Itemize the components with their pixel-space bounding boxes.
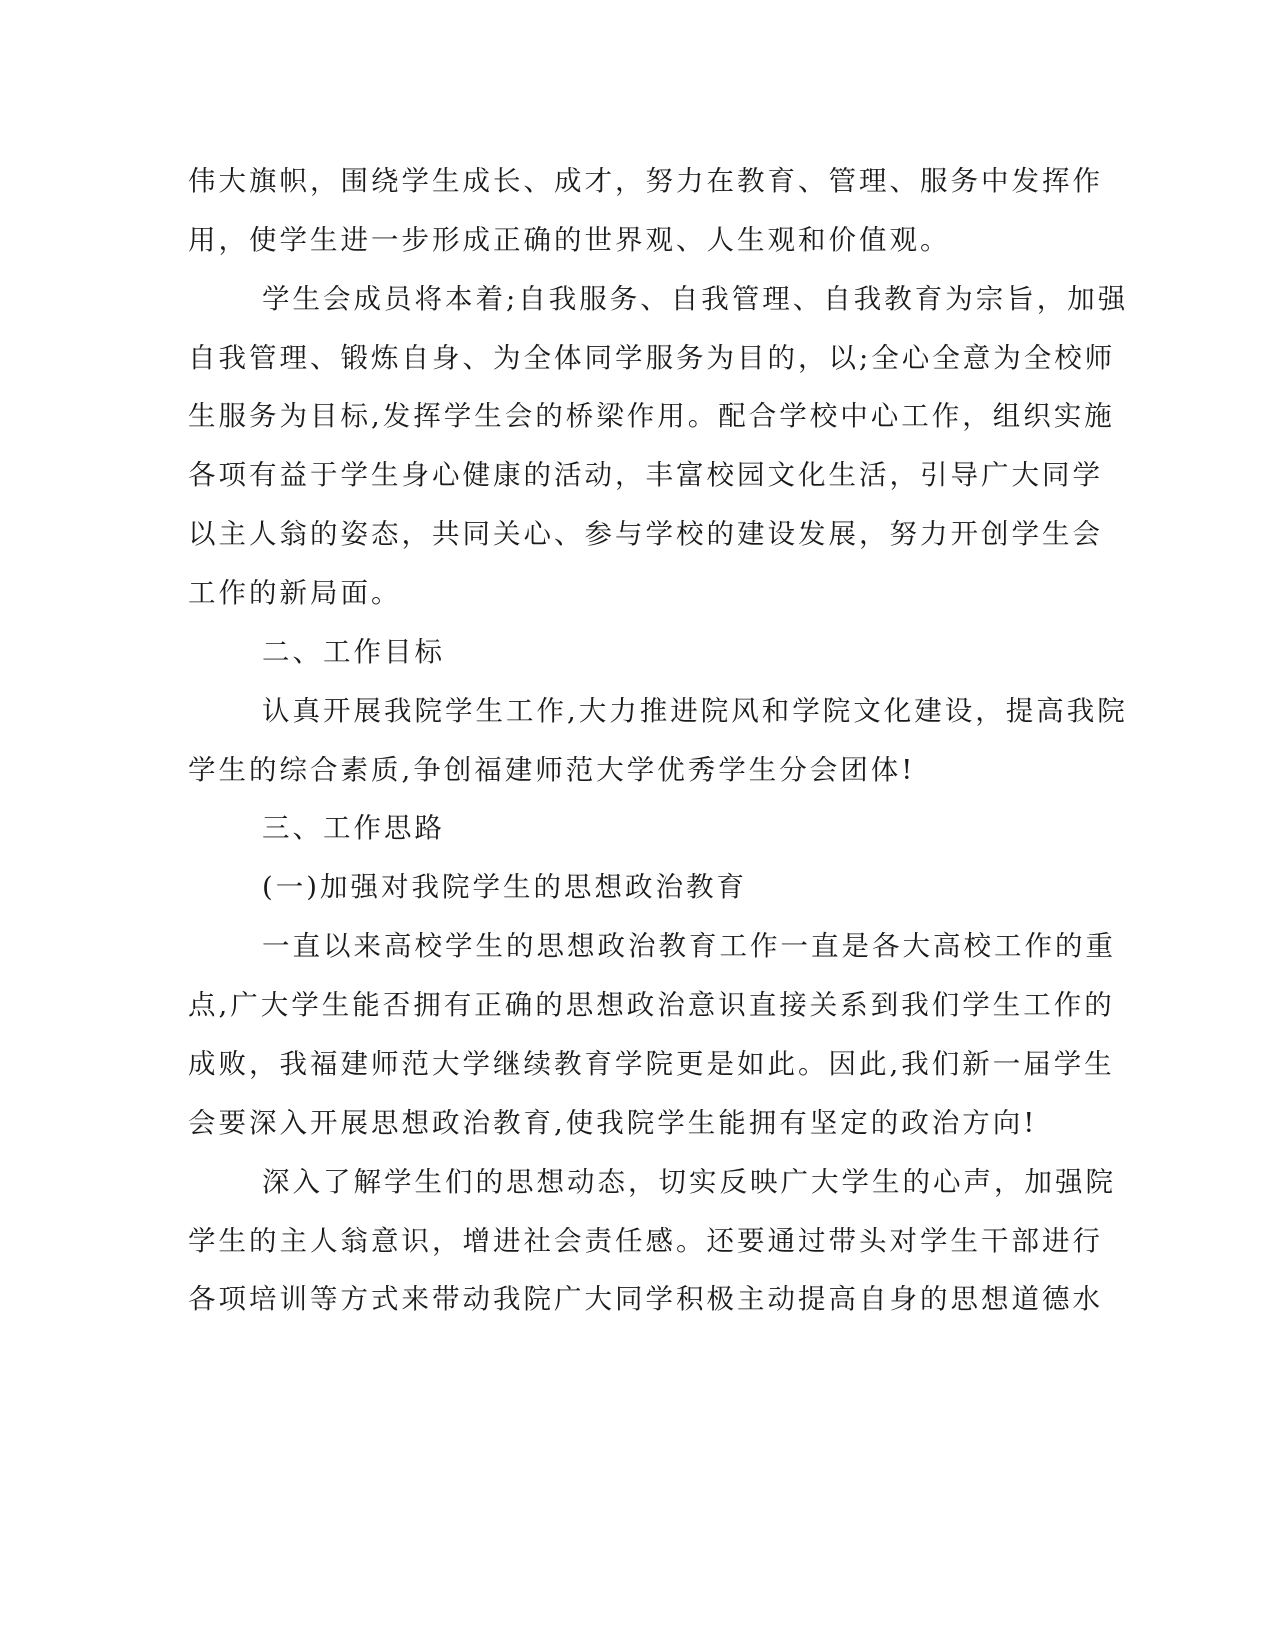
section-heading: 三、工作思路 <box>262 812 445 844</box>
text-line: 各项有益于学生身心健康的活动，丰富校园文化生活，引导广大同学 <box>188 459 1103 491</box>
text-line: 会要深入开展思想政治教育,使我院学生能拥有坚定的政治方向! <box>188 1107 1038 1139</box>
text-line: 自我管理、锻炼自身、为全体同学服务为目的，以;全心全意为全校师 <box>188 342 1116 374</box>
text-line: 伟大旗帜，围绕学生成长、成才，努力在教育、管理、服务中发挥作 <box>188 165 1103 197</box>
text-line: 学生的主人翁意识，增进社会责任感。还要通过带头对学生干部进行 <box>188 1225 1103 1257</box>
text-line: 成败，我福建师范大学继续教育学院更是如此。因此,我们新一届学生 <box>188 1048 1115 1080</box>
text-line: 点,广大学生能否拥有正确的思想政治意识直接关系到我们学生工作的 <box>188 989 1115 1021</box>
text-line: 深入了解学生们的思想动态，切实反映广大学生的心声，加强院 <box>262 1166 1116 1198</box>
text-line: 学生会成员将本着;自我服务、自我管理、自我教育为宗旨，加强 <box>262 283 1129 315</box>
text-line: 各项培训等方式来带动我院广大同学积极主动提高自身的思想道德水 <box>188 1283 1103 1315</box>
text-line: 以主人翁的姿态，共同关心、参与学校的建设发展，努力开创学生会 <box>188 518 1103 550</box>
text-line: 生服务为目标,发挥学生会的桥梁作用。配合学校中心工作，组织实施 <box>188 400 1115 432</box>
section-heading: 二、工作目标 <box>262 636 445 668</box>
text-line: 认真开展我院学生工作,大力推进院风和学院文化建设，提高我院 <box>262 695 1128 727</box>
text-line: 工作的新局面。 <box>188 577 402 609</box>
text-line: 一直以来高校学生的思想政治教育工作一直是各大高校工作的重 <box>262 930 1116 962</box>
text-line: 学生的综合素质,争创福建师范大学优秀学生分会团体! <box>188 754 916 786</box>
text-line: 用，使学生进一步形成正确的世界观、人生观和价值观。 <box>188 224 951 256</box>
subsection-heading: (一)加强对我院学生的思想政治教育 <box>262 871 747 903</box>
